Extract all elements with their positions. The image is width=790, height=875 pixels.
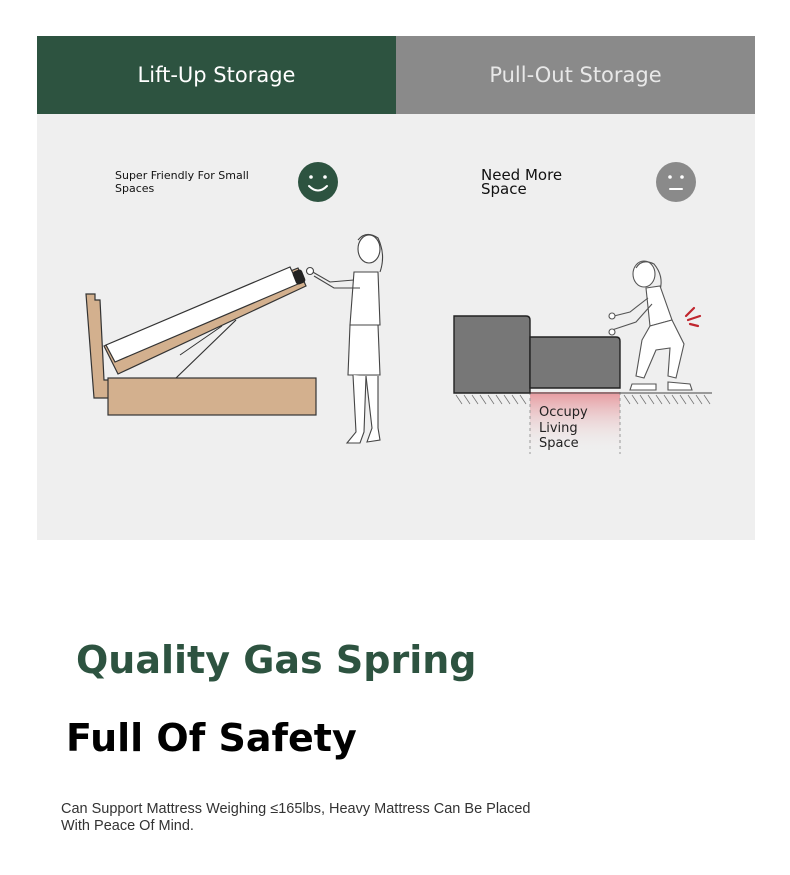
smile-face-icon	[298, 162, 338, 202]
pull-out-caption: Need More Space	[481, 166, 563, 198]
woman-lifting-figure	[307, 234, 383, 443]
tab-lift-up-label: Lift-Up Storage	[137, 63, 296, 87]
occupy-living-space-label: Occupy Living Space	[539, 405, 588, 451]
lift-up-bed-illustration	[86, 267, 316, 415]
feature-subtitle: Full Of Safety	[66, 716, 357, 760]
tab-pull-out-label: Pull-Out Storage	[489, 63, 662, 87]
feature-title: Quality Gas Spring	[76, 638, 477, 682]
lift-up-caption: Super Friendly For Small Spaces	[115, 169, 249, 195]
crouching-person-figure	[609, 261, 692, 390]
feature-description: Can Support Mattress Weighing ≤165lbs, Heavy Mattress Can Be Placed With Peace Of Mind.	[61, 801, 531, 834]
neutral-face-icon	[656, 162, 696, 202]
strain-marks-icon	[686, 308, 700, 326]
